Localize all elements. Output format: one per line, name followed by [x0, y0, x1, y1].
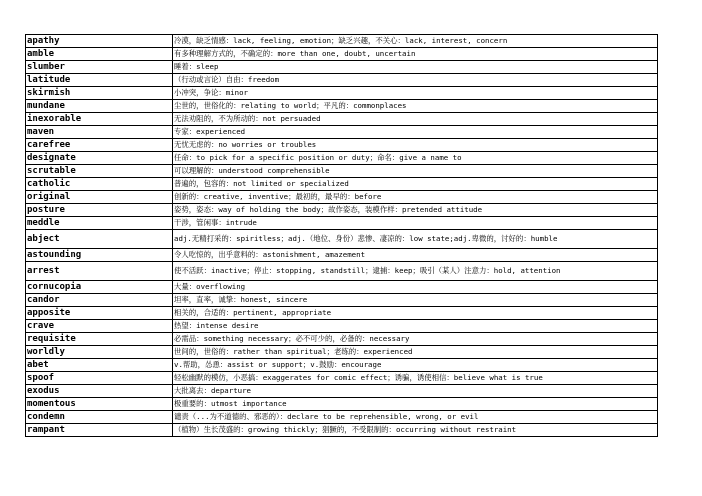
definition-cell[interactable]: 世间的，世俗的：rather than spiritual；老练的：experienced — [173, 346, 658, 359]
word-cell[interactable]: maven — [26, 126, 173, 139]
definition-cell[interactable]: 极重要的：utmost importance — [173, 398, 658, 411]
definition-cell[interactable]: 创新的：creative, inventive；最初的，最早的：before — [173, 191, 658, 204]
definition-cell[interactable]: 热望：intense desire — [173, 320, 658, 333]
word-cell[interactable]: momentous — [26, 398, 173, 411]
table-row — [26, 333, 658, 346]
word-cell[interactable]: amble — [26, 48, 173, 61]
word-cell[interactable]: apathy — [26, 35, 173, 48]
definition-cell[interactable]: 坦率，直率，诚挚：honest, sincere — [173, 294, 658, 307]
table-row — [26, 191, 658, 204]
table-row — [26, 113, 658, 126]
table-row — [26, 385, 658, 398]
definition-cell[interactable]: 小冲突，争论：minor — [173, 87, 658, 100]
table-row — [26, 262, 658, 281]
vocabulary-table — [25, 34, 658, 437]
definition-cell[interactable]: 任命：to pick for a specific position or duty；命名：give a name to — [173, 152, 658, 165]
word-cell[interactable]: carefree — [26, 139, 173, 152]
definition-cell[interactable]: 大批离去：departure — [173, 385, 658, 398]
table-row — [26, 359, 658, 372]
word-cell[interactable]: candor — [26, 294, 173, 307]
table-row — [26, 346, 658, 359]
word-cell[interactable]: apposite — [26, 307, 173, 320]
table-row — [26, 152, 658, 165]
word-cell[interactable]: condemn — [26, 411, 173, 424]
word-cell[interactable]: meddle — [26, 217, 173, 230]
table-row — [26, 320, 658, 333]
table-row — [26, 204, 658, 217]
table-row — [26, 178, 658, 191]
table-row — [26, 424, 658, 437]
definition-cell[interactable]: （植物）生长茂盛的：growing thickly；猖獗的，不受限制的：occurring without restraint — [173, 424, 658, 437]
table-row — [26, 249, 658, 262]
table-row — [26, 100, 658, 113]
definition-cell[interactable]: 大量：overflowing — [173, 281, 658, 294]
vocabulary-table-body — [26, 35, 658, 437]
word-cell[interactable]: original — [26, 191, 173, 204]
table-row — [26, 165, 658, 178]
definition-cell[interactable]: 专家：experienced — [173, 126, 658, 139]
table-row — [26, 35, 658, 48]
definition-cell[interactable]: adj.无精打采的：spiritless；adj.（地位、身份）悲惨、凄凉的：low state;adj.卑微的，讨好的：humble — [173, 230, 658, 249]
word-cell[interactable]: abet — [26, 359, 173, 372]
word-cell[interactable]: posture — [26, 204, 173, 217]
table-row — [26, 74, 658, 87]
definition-cell[interactable]: 普遍的，包容的：not limited or specialized — [173, 178, 658, 191]
word-cell[interactable]: skirmish — [26, 87, 173, 100]
word-cell[interactable]: cornucopia — [26, 281, 173, 294]
table-row — [26, 139, 658, 152]
table-row — [26, 126, 658, 139]
word-cell[interactable]: crave — [26, 320, 173, 333]
table-row — [26, 217, 658, 230]
word-cell[interactable]: slumber — [26, 61, 173, 74]
word-cell[interactable]: rampant — [26, 424, 173, 437]
definition-cell[interactable]: 使不活跃：inactive；停止：stopping, standstill；逮捕：keep；吸引（某人）注意力：hold, attention — [173, 262, 658, 281]
word-cell[interactable]: arrest — [26, 262, 173, 281]
definition-cell[interactable]: 尘世的，世俗化的：relating to world；平凡的：commonplaces — [173, 100, 658, 113]
table-row — [26, 48, 658, 61]
definition-cell[interactable]: 谴责（...为不道德的、邪恶的）：declare to be reprehensible, wrong, or evil — [173, 411, 658, 424]
table-row — [26, 281, 658, 294]
definition-cell[interactable]: 睡着：sleep — [173, 61, 658, 74]
table-row — [26, 87, 658, 100]
definition-cell[interactable]: v.帮助，怂恿：assist or support；v.鼓励：encourage — [173, 359, 658, 372]
table-row — [26, 230, 658, 249]
definition-cell[interactable]: 冷漠，缺乏情感：lack, feeling, emotion；缺乏兴趣，不关心：lack, interest, concern — [173, 35, 658, 48]
definition-cell[interactable]: 必需品：something necessary；必不可少的，必备的：necessary — [173, 333, 658, 346]
word-cell[interactable]: mundane — [26, 100, 173, 113]
definition-cell[interactable]: 有多种理解方式的，不确定的：more than one, doubt, uncertain — [173, 48, 658, 61]
definition-cell[interactable]: 相关的，合适的：pertinent, appropriate — [173, 307, 658, 320]
word-cell[interactable]: requisite — [26, 333, 173, 346]
word-cell[interactable]: exodus — [26, 385, 173, 398]
table-row — [26, 294, 658, 307]
table-row — [26, 372, 658, 385]
word-cell[interactable]: astounding — [26, 249, 173, 262]
definition-cell[interactable]: （行动或言论）自由：freedom — [173, 74, 658, 87]
word-cell[interactable]: abject — [26, 230, 173, 249]
definition-cell[interactable]: 轻松幽默的模仿，小恶搞：exaggerates for comic effect；诱骗，诱使相信：believe what is true — [173, 372, 658, 385]
word-cell[interactable]: designate — [26, 152, 173, 165]
word-cell[interactable]: inexorable — [26, 113, 173, 126]
definition-cell[interactable]: 可以理解的：understood comprehensible — [173, 165, 658, 178]
word-cell[interactable]: scrutable — [26, 165, 173, 178]
table-row — [26, 61, 658, 74]
table-row — [26, 307, 658, 320]
word-cell[interactable]: catholic — [26, 178, 173, 191]
definition-cell[interactable]: 干涉，管闲事：intrude — [173, 217, 658, 230]
word-cell[interactable]: latitude — [26, 74, 173, 87]
word-cell[interactable]: worldly — [26, 346, 173, 359]
definition-cell[interactable]: 姿势，姿态：way of holding the body；故作姿态，装模作样：pretended attitude — [173, 204, 658, 217]
table-row — [26, 398, 658, 411]
definition-cell[interactable]: 无法劝阻的，不为所动的：not persuaded — [173, 113, 658, 126]
definition-cell[interactable]: 无忧无虑的：no worries or troubles — [173, 139, 658, 152]
word-cell[interactable]: spoof — [26, 372, 173, 385]
definition-cell[interactable]: 令人吃惊的，出乎意料的：astonishment, amazement — [173, 249, 658, 262]
table-row — [26, 411, 658, 424]
